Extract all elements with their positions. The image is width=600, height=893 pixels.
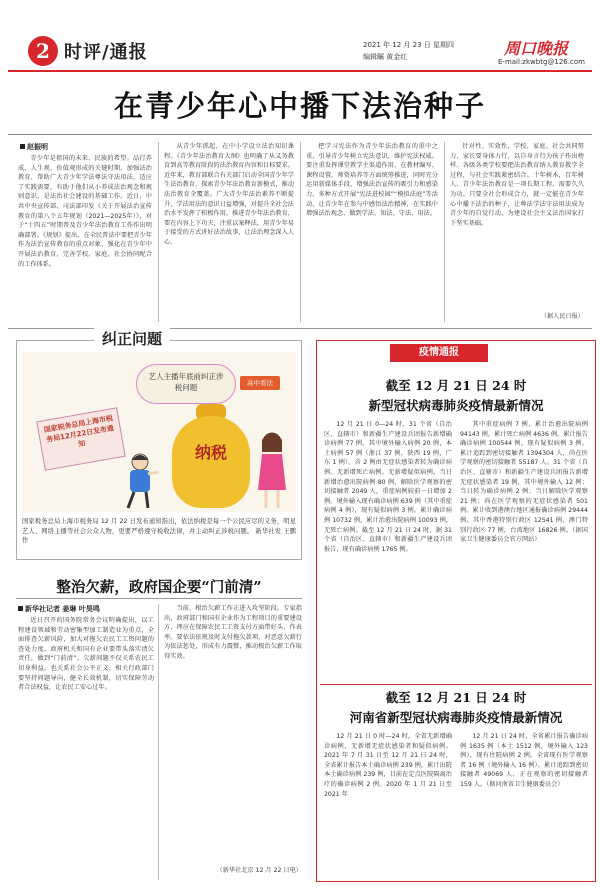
governance-column-1: 近日召开的国务院常务会议明确提出，以工程建设领域和劳动密集型加工制造业为重点，全面排查欠薪风险，加大对拖欠农民工工资问题的查处力度。政府机关和国有企业要带头落实清欠责任，做到“门前清”。欠薪问题不仅关系农民工切身利益，也关系社会公平正义。相关行政部门要坚持问题导向，健全长效机制，切实保障劳动者合法权益，让农民工安心过年。: [18, 617, 154, 692]
tax-notice-document: 国家税务总局上海市税务局12月22日发布通知: [36, 407, 125, 470]
cartoon-caption: 国家税务总局上海市税务局 12 月 22 日发布通知指出，依法纳税是每一个公民应尽的义务，明星艺人、网络主播等社会公众人物，更要严格遵守税收法律，并主动纠正涉税问题。 新华社发 王鹏 作: [22, 518, 296, 544]
cartoon-tag: 高中看法: [240, 376, 280, 390]
henan-report-headline: 截至 12 月 21 日 24 时 河南省新型冠状病毒肺炎疫情最新情况: [349, 690, 563, 725]
article-rule: [16, 598, 302, 599]
national-report-column-1: 12 月 21 日 0—24 时，31 个省（自治区、直辖市）和新疆生产建设兵团报告新增确诊病例 77 例。其中境外输入病例 20 例，本土病例 57 例（浙江 37 例，陕西 19 例，广东 1 例）。含 2 例由无症状感染者转为确诊病例。无新增死亡病例。无新增疑似病例。当日新增治愈出院病例 80 例，解除医学观察的密切接触者 2049 人，重症病例较前一日增加 2 例。境外输入现有确诊病例 639 例（其中重症病例 4 例），现有疑似病例 3 例。累计确诊病例 10732 例，累计治愈出院病例 10093 例，无死亡病例。截至 12 月 21 日 24 时，据 31 个省（自治区、直辖市）和新疆生产建设兵团报告，现有确诊病例 1765 例。: [324, 421, 452, 553]
editorial-author: 赵振明: [20, 142, 48, 152]
editorial-column-4: 针对性、实效性，学校、家庭、社会共同努力，家长要身体力行，以自身言行为孩子作出榜样。各级各类学校要把法治教育纳入教育教学全过程，与社会实践紧密结合。十年树木，百年树人。青少年法治教育是一项长期工程，需要久久为功。只要全社会形成合力，就一定能在青少年心中播下法治的种子，让尊法学法守法用法成为青少年的自觉行动，为建设社会主义法治国家打下坚实基础。: [450, 143, 584, 227]
masthead: [8, 4, 592, 68]
governance-author: 新华社记者 姜琳 叶昊鸣: [18, 604, 100, 614]
governance-headline: 整治欠薪，政府国企要“门前清”: [56, 579, 262, 596]
column-divider: [300, 142, 301, 322]
main-headline: 在青少年心中播下法治种子: [113, 89, 486, 123]
column-divider: [444, 142, 445, 322]
masthead-rule: [8, 70, 592, 72]
author-marker-icon: [18, 606, 23, 611]
author-marker-icon: [20, 144, 25, 149]
money-bag-icon: [172, 416, 250, 508]
page-number-badge: 2: [28, 36, 58, 66]
national-report-headline: 截至 12 月 21 日 24 时 新型冠状病毒肺炎疫情最新情况: [368, 378, 544, 413]
governance-source: （新华社北京 12 月 22 日电）: [216, 867, 302, 874]
issue-meta: [363, 39, 454, 63]
cartoon-section-title: 纠正问题: [94, 328, 170, 349]
column-divider: [158, 604, 159, 880]
editorial-column-3: 把学习宪法作为青少年法治教育的重中之重，引导青少年树立宪法意识，维护宪法权威。要注重发挥课堂教学主渠道作用，在教材编写、课程设置、师资培养等方面统筹推进，同时充分运用新媒体手段，增强法治宣传的吸引力和感染力。多种方式开展“宪法进校园”“模拟法庭”等活动，让青少年在参与中感悟法治精神，在实践中增强法治观念，做到学法、知法、守法、用法。: [306, 143, 438, 218]
henan-report-column-2: 12 月 21 日 24 时，全省累计报告确诊病例 1635 例（本土 1512 例，境外输入 123 例），现有住院病例 2 例。全省现有医学观察者 16 例（境外输入 16 例）。累计追踪到密切接触者 49069 人，正在观察的密切接触者 159 人。（据河南省卫生健康委员会）: [460, 733, 588, 788]
epidemic-banner: 疫情通报: [390, 344, 488, 362]
headline-rule: [8, 134, 592, 135]
report-divider: [320, 684, 592, 685]
editorial-column-1: 青少年是祖国的未来、民族的希望。品行养成、人生观、价值观形成的关键时期，加强法治教育，帮助广大青少年学法尊法守法用法，适应了实践需要，有助于他们从小养成法治观念和规则意识，是法治社会建设的基础工作。近日，中共中央宣传部、司法部印发《关于开展法治宣传教育的第八个五年规划（2021—2025年）》，对于“十四五”时期普及青少年法治教育工作作出明确部署。《规划》提出，在全民普法中要把青少年作为法治宣传教育的重点对象，强化在青少年中开展法治教育，完善学校、家庭、社会协同配合的工作体系。: [18, 155, 152, 268]
column-divider: [158, 142, 159, 322]
editorial-source: （据人民日报）: [540, 313, 584, 320]
issue-date: 2021 年 12 月 23 日 星期四: [363, 41, 454, 49]
money-bag-label: 纳税: [194, 443, 227, 462]
cartoon-speech-bubble: 艺人主播年底前纠正涉税问题: [136, 364, 236, 404]
editorial-column-2: 从青少年抓起，在中小学设立法治知识课程。《青少年法治教育大纲》也明确了从义务教育到高等教育阶段的法治教育内容和目标要求。近年来，教育部联合有关部门启动全国青少年学生法治教育，探索青少年法治教育新模式，推动法治教育全覆盖。广大青少年法治素养不断提升，学法用法的意识日益增强，对提升全社会法治水平发挥了积极作用。推进青少年法治教育，要在内容上下功夫，注重以案释法，用青少年易于接受的方式讲好法治故事，让法治理念深入人心。: [164, 143, 294, 246]
national-report-column-2: 其中重症病例 7 例，累计治愈出院病例 94143 例，累计死亡病例 4636 例，累计报告确诊病例 100544 例，现有疑似病例 3 例。累计追踪到密切接触者 1394304 人，尚在医学观察的密切接触者 55187 人。31 个省（自治区、直辖市）和新疆生产建设兵团报告新增无症状感染者 19 例，其中境外输入 12 例；当日转为确诊病例 2 例；当日解除医学观察 21 例；尚在医学观察的无症状感染者 501 例。累计收到港澳台地区通报确诊病例 29444 例。其中香港特别行政区 12541 例，澳门特别行政区 77 例，台湾地区 16826 例。（据国家卫生健康委员会官方网站）: [460, 421, 588, 544]
celebrity-figure-icon: [254, 430, 290, 510]
contact-email: E-mail:zkwbtg@126.com: [498, 58, 585, 66]
governance-column-2: 当前，根治欠薪工作正进入攻坚阶段。专家指出，政府部门和国有企业作为工程项目的重要建设方，理应在保障农民工工资支付方面带好头、作表率。要依法依规及时支付拖欠款项，对恶意欠薪行为依法惩处，形成有力震慑，推动根治欠薪工作取得实效。: [164, 605, 302, 660]
henan-report-column-1: 12 月 21 日 0 时—24 时，全省无新增确诊病例，无新增无症状感染者和疑似病例。2021 年 7 月 31 日至 12 月 21 日 24 时，全省累计报告本土确诊病例 239 例，累计出院本土确诊病例 239 例，目前在定点医院隔离治疗的确诊病例 2 例。2020 年 1 月 21 日至 2021 年: [324, 733, 452, 798]
pushing-figure-icon: [118, 452, 158, 510]
section-title: 时评/通报: [64, 42, 148, 63]
issue-editor: 编辑瞩 黄金红: [363, 53, 408, 61]
brand-logo: 周口晚报: [504, 39, 569, 58]
